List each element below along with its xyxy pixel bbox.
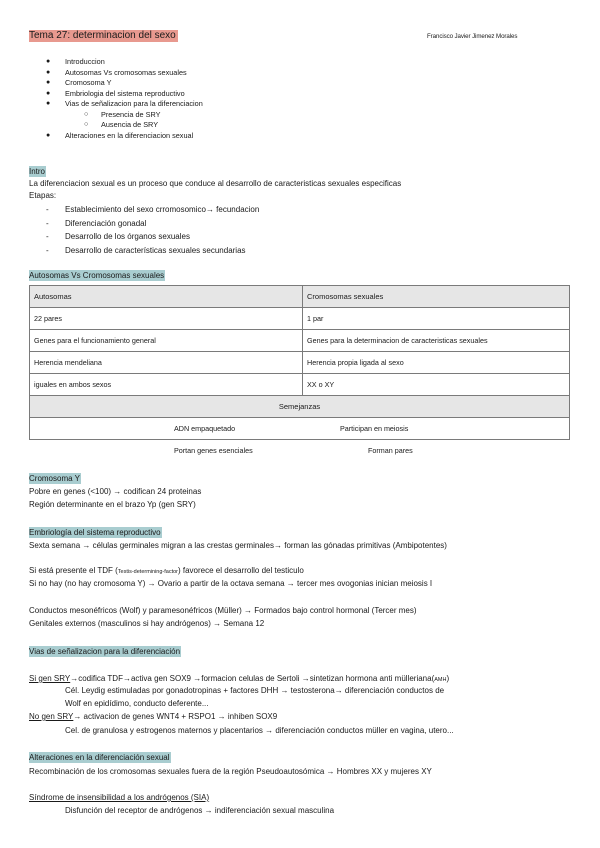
stage-item: - Desarrollo de los órganos sexuales xyxy=(46,232,190,241)
similarity-item: Forman pares xyxy=(368,446,413,455)
sia-heading: Síndrome de insensibilidad a los andrógenos (SIA) xyxy=(29,793,210,802)
table-row xyxy=(30,352,570,374)
similarities-header-row xyxy=(30,396,570,418)
section-heading-alteraciones: Alteraciones en la diferenciación sexual xyxy=(29,753,170,762)
toc-subitem: Presencia de SRY xyxy=(101,109,161,119)
column-header: Cromosomas sexuales xyxy=(303,286,570,308)
bullet-icon: ● xyxy=(46,58,51,65)
table-row xyxy=(30,374,570,396)
bullet-icon: ● xyxy=(46,68,51,76)
sry-absent-detail: Cel. de granulosa y estrogenos maternos y placentarios → diferenciación conductos müller en vagina, utero... xyxy=(65,726,454,735)
embriologia-text: Si no hay (no hay cromosoma Y) → Ovario a partir de la octava semana → tercer mes ovogonias inician meiosis I xyxy=(29,579,433,588)
alteraciones-text: Recombinación de los cromosomas sexuales fuera de la región Pseudoautosómica → Hombres XX y mujeres XY xyxy=(29,767,432,776)
intro-text: La diferenciacion sexual es un proceso que conduce al desarrollo de caracteristicas sexuales especificas xyxy=(29,179,402,188)
table-row xyxy=(30,308,570,330)
embriologia-text: Conductos mesonéfricos (Wolf) y paramesonéfricos (Müller) → Formados bajo control hormonal (Tercer mes) xyxy=(29,606,417,615)
similarity-item: Participan en meiosis xyxy=(340,424,409,433)
toc-item: Cromosoma Y xyxy=(65,78,112,87)
section-heading-vias: Vias de señalizacion para la diferenciación xyxy=(29,647,181,656)
table-cell: Herencia mendeliana xyxy=(30,352,303,374)
author-name: Francisco Javier Jimenez Morales xyxy=(427,33,518,40)
similarity-item: Portan genes esenciales xyxy=(174,446,253,455)
section-heading-autosomas: Autosomas Vs Cromosomas sexuales xyxy=(29,271,165,280)
table-cell: iguales en ambos sexos xyxy=(30,374,303,396)
stage-item: - Diferenciación gonadal xyxy=(46,219,147,228)
intro-stages-label: Etapas: xyxy=(29,191,57,200)
toc-item: Autosomas Vs cromosomas sexuales xyxy=(65,67,187,77)
section-heading-intro: Intro xyxy=(29,167,46,176)
toc-item: Embriologia del sistema reproductivo xyxy=(65,88,185,98)
sia-text: Disfunción del receptor de andrógenos → indiferenciación sexual masculina xyxy=(65,806,335,815)
document-title: Tema 27: determinacion del sexo xyxy=(29,30,176,41)
sry-present-detail: Wolf en epidídimo, conducto deferente... xyxy=(65,699,209,708)
circle-bullet-icon: ○ xyxy=(84,110,89,118)
bullet-icon: ● xyxy=(46,131,51,139)
bullet-icon: ● xyxy=(46,100,51,107)
table-cell: Genes para la determinacion de caracteristicas sexuales xyxy=(303,330,570,352)
circle-bullet-icon: ○ xyxy=(84,121,89,128)
sry-present-text: Si gen SRY→codifica TDF→activa gen SOX9 →formacion celulas de Sertoli →sintetizan hormona anti mülleriana(AMH) xyxy=(29,674,450,683)
stage-item: - Establecimiento del sexo crromosomico→ fecundacion xyxy=(46,205,260,214)
table-cell: Herencia propia ligada al sexo xyxy=(303,352,570,374)
table-cell: 1 par xyxy=(303,308,570,330)
cromosoma-y-text: Región determinante en el brazo Yp (gen SRY) xyxy=(29,500,196,509)
stage-item: - Desarrollo de características sexuales secundarias xyxy=(46,246,246,255)
bullet-icon: ● xyxy=(46,89,51,97)
similarities-label: Semejanzas xyxy=(30,396,570,418)
cromosoma-y-text: Pobre en genes (<100) → codifican 24 proteinas xyxy=(29,487,202,496)
embriologia-text: Genitales externos (masculinos si hay andrógenos) → Semana 12 xyxy=(29,619,265,628)
similarities-cell xyxy=(30,418,570,455)
bullet-icon: ● xyxy=(46,79,51,86)
table-row xyxy=(30,330,570,352)
toc-item: Alteraciones en la diferenciacion sexual xyxy=(65,130,194,140)
embriologia-text: Si está presente el TDF (Testis-determining-factor) favorece el desarrollo del testiculo xyxy=(29,566,304,575)
similarity-item: ADN empaquetado xyxy=(174,424,236,433)
table-cell: XX o XY xyxy=(303,374,570,396)
table-cell: Genes para el funcionamiento general xyxy=(30,330,303,352)
column-header: Autosomas xyxy=(30,286,303,308)
sry-present-detail: Cél. Leydig estimuladas por gonadotropinas + factores DHH → testosterona→ diferenciación conductos de xyxy=(65,686,445,695)
sry-absent-text: No gen SRY→ activacion de genes WNT4 + RSPO1 → inhiben SOX9 xyxy=(29,712,278,721)
toc-subitem: Ausencia de SRY xyxy=(101,120,159,129)
comparison-table xyxy=(29,285,570,455)
section-heading-cromosoma-y: Cromosoma Y xyxy=(29,474,80,483)
table-header-row xyxy=(30,286,570,308)
section-heading-embriologia: Embriología del sistema reproductivo xyxy=(29,528,161,537)
table-cell: 22 pares xyxy=(30,308,303,330)
toc-item: Vias de señalizacion para la diferenciacion xyxy=(65,99,203,108)
similarities-row xyxy=(30,418,570,440)
embriologia-text: Sexta semana → células germinales migran a las crestas germinales→ forman las gónadas primitivas (Ambipotentes) xyxy=(29,541,447,550)
toc-item: Introduccion xyxy=(65,57,105,66)
